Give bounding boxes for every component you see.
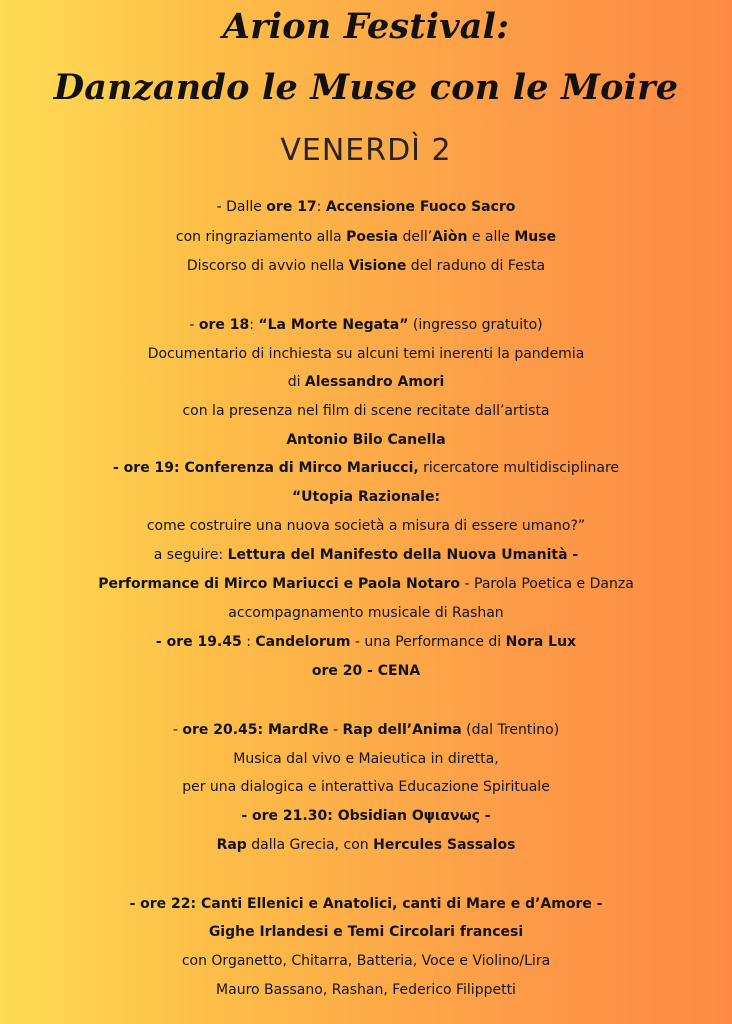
program-text: a seguire: [153,547,228,563]
program-text: : [249,317,259,333]
poster-title-line1: Arion Festival: [222,6,510,47]
program-line [0,488,732,506]
program-text: : [241,634,256,650]
program-line [0,316,732,334]
program-text-bold: Candelorum [255,634,351,650]
poster-title-line2: Danzando le Muse con le Moire [53,67,679,108]
program-text-bold: Nora Lux [505,634,577,650]
program-text: con ringraziamento alla [175,229,347,245]
program-line [0,981,732,999]
program-text: - Dalle [216,199,267,215]
program-text-bold: ore 18 [198,317,250,333]
program-line [0,633,732,651]
program-line [0,575,732,593]
program-line [0,373,732,391]
program-line [0,836,732,854]
program-line [0,750,732,768]
program-text: e alle [467,229,515,245]
program-line [0,198,732,216]
program-text: (ingresso gratuito) [408,317,543,333]
program-text: come costruire una nuova società a misura di essere umano?” [146,518,586,534]
program-text: - Parola Poetica e Danza [460,576,634,592]
program-line [0,778,732,796]
program-line [0,662,732,680]
program-text-bold: ore 17 [266,199,317,215]
program-text: - una Performance di [350,634,506,650]
program-text: - [328,722,343,738]
program-line [0,228,732,246]
program-text: dalla Grecia, con [246,837,374,853]
program-text-bold: Gighe Irlandesi e Temi Circolari francesi [208,924,524,940]
program-text-bold: - ore 21.30: [241,808,338,824]
program-line [0,345,732,363]
program-text-bold: “La Morte Negata” [258,317,409,333]
program-text-bold: Alessandro Amori [304,374,445,390]
program-line [0,402,732,420]
program-text: di [287,374,305,390]
program-text: Discorso di avvio nella [186,258,349,274]
program-line [0,517,732,535]
program-text-bold: ore 20.45: MardRe [182,722,329,738]
program-line [0,895,732,913]
program-text-bold: Muse [514,229,557,245]
program-text-bold: “Utopia Razionale: [291,489,441,505]
program-text-bold: Lettura del Manifesto della Nuova Umanità - [227,547,579,563]
program-text-bold: Rap dell’Anima [342,722,462,738]
program-line [0,721,732,739]
program-text-bold: Visione [348,258,407,274]
program-text-bold: - ore 19: Conferenza di Mirco Mariucci, [112,460,419,476]
program-text: - [189,317,199,333]
program-text-bold: Hercules Sassalos [373,837,516,853]
program-text: con la presenza nel film di scene recitate dall’artista [182,403,550,419]
program-text: - [172,722,183,738]
program-line [0,952,732,970]
day-heading: VENERDÌ 2 [280,133,452,168]
program-line [0,923,732,941]
program-text: : [316,199,326,215]
program-text-bold: Obsidian Οψιανως - [337,808,491,824]
program-text: con Organetto, Chitarra, Batteria, Voce e Violino/Lira [181,953,551,969]
program-text-bold: Aiòn [432,229,468,245]
program-text-bold: ore 20 - CENA [311,663,421,679]
program-line [0,459,732,477]
program-text: del raduno di Festa [406,258,546,274]
program-line [0,604,732,622]
program-text: dell’ [398,229,433,245]
program-text: accompagnamento musicale di Rashan [228,605,504,621]
program-line [0,257,732,275]
program-text-bold: Accensione Fuoco Sacro [325,199,516,215]
program-text-bold: Performance di Mirco Mariucci e Paola Notaro [98,576,461,592]
program-line [0,546,732,564]
program-text-bold: Antonio Bilo Canella [286,432,446,448]
program-text-bold: - ore 19.45 [155,634,242,650]
program-text: Musica dal vivo e Maieutica in diretta, [233,751,499,767]
program-text: Documentario di inchiesta su alcuni temi inerenti la pandemia [147,346,585,362]
program-line [0,431,732,449]
program-text: ricercatore multidisciplinare [418,460,620,476]
program-text: per una dialogica e interattiva Educazione Spirituale [182,779,550,795]
program-line [0,807,732,825]
program-text: Mauro Bassano, Rashan, Federico Filippetti [216,982,516,998]
program-text-bold: Poesia [346,229,399,245]
program-text-bold: - ore 22: Canti Ellenici e Anatolici, canti di Mare e d’Amore - [129,896,603,912]
program-text: (dal Trentino) [461,722,560,738]
program-text-bold: Rap [216,837,247,853]
